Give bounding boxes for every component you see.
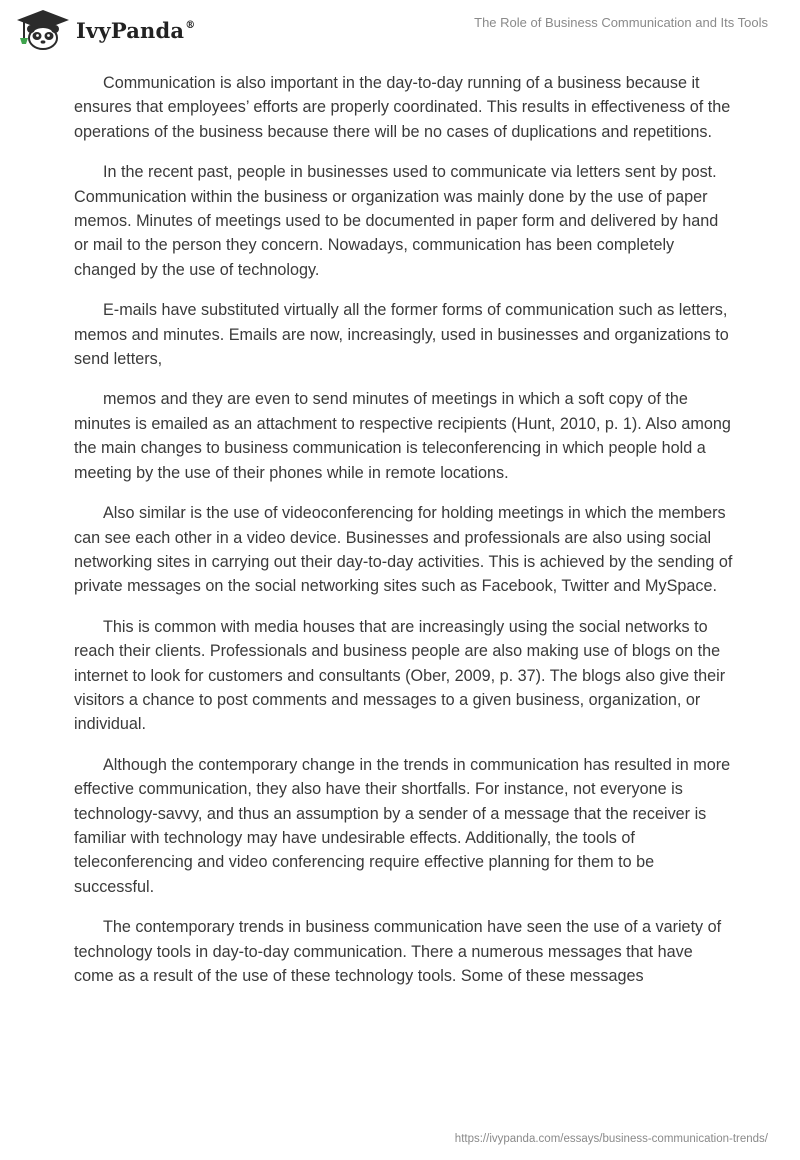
paragraph: Communication is also important in the day-to-day running of a business because it ensures that employees’ efforts are properly coordinated. This results in effectiveness of the operations of the business because there will be no cases of duplications and repetitions.: [74, 74, 731, 141]
source-url[interactable]: https://ivypanda.com/essays/business-communication-trends/: [454, 1133, 768, 1145]
brand-logo[interactable]: [14, 8, 195, 50]
paragraph: This is common with media houses that are increasingly using the social networks to reach their clients. Professionals and business people are also making use of blogs on the internet to look for customers and consultants (Ober, 2009, p. 37). The blogs also give their visitors a chance to post comments and messages to a given business, organization, or individual.: [74, 617, 726, 734]
paragraph: E-mails have substituted virtually all the former forms of communication such as letters, memos and minutes. Emails are now, increasingly, used in businesses and organizations to send letters,: [74, 301, 729, 369]
paragraph: In the recent past, people in businesses used to communicate via letters sent by post. Communication within the business or organization was mainly done by the use of paper memos. Minutes of meetings used to be documented in paper form and delivered by hand or mail to the person they concern. Nowadays, communication has been completely changed by the use of technology.: [74, 163, 719, 279]
paragraph: Although the contemporary change in the trends in communication has resulted in more effective communication, they also have their shortfalls. For instance, not everyone is technology-savvy, and thus an assumption by a sender of a message that the receiver is familiar with technology may have undesirable effects. Additionally, the tools of teleconferencing and video conferencing require effective planning for them to be successful.: [74, 755, 731, 896]
panda-graduate-icon: [14, 8, 72, 50]
essay-body: [74, 71, 734, 1004]
brand-name: IvyPanda®: [76, 17, 196, 43]
page-header: [0, 0, 800, 64]
paragraph: memos and they are even to send minutes of meetings in which a soft copy of the minutes is emailed as an attachment to respective recipients (Hunt, 2010, p. 1). Also among the main changes to business communication is teleconferencing in which people hold a meeting by the use of their phones while in remote locations.: [74, 390, 731, 482]
document-title: The Role of Business Communication and Its Tools: [474, 15, 768, 30]
paragraph: Also similar is the use of videoconferencing for holding meetings in which the members can see each other in a video device. Businesses and professionals are also using social networking sites in carrying out their day-to-day activities. This is achieved by the sending of private messages on the social networking sites such as Facebook, Twitter and MySpace.: [74, 504, 733, 596]
registered-mark: ®: [185, 19, 196, 31]
paragraph: The contemporary trends in business communication have seen the use of a variety of technology tools in day-to-day communication. There a numerous messages that have come as a result of the use of these technology tools. Some of these messages: [74, 918, 722, 985]
